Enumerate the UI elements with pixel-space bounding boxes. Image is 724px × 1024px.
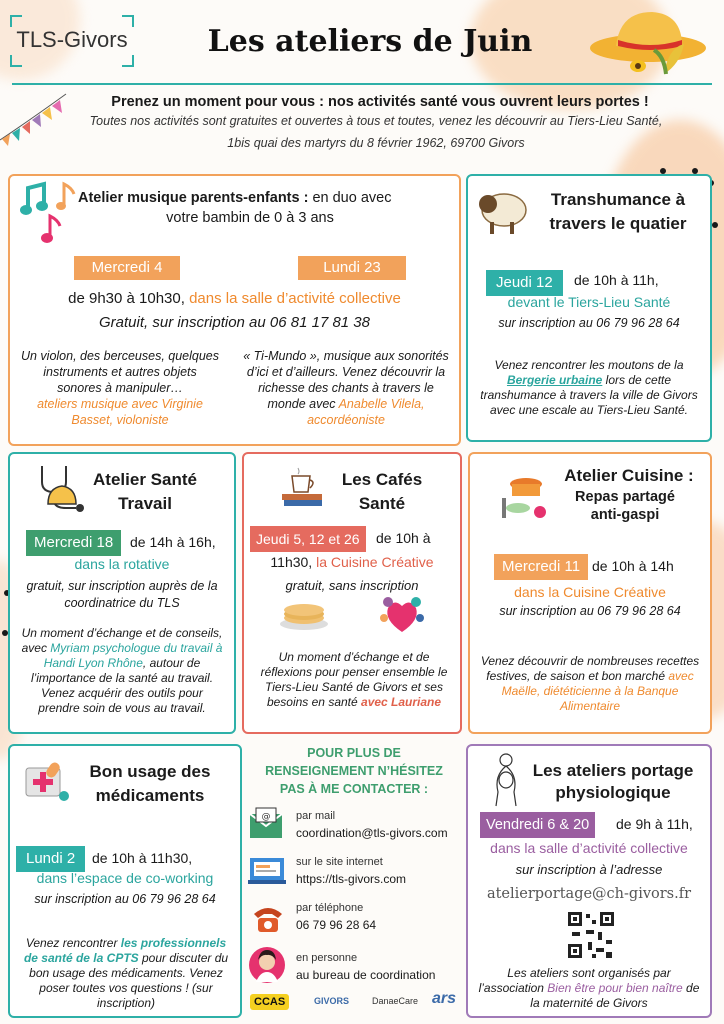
page-title: Les ateliers de Juin (207, 24, 533, 59)
music-notes-icon (18, 180, 78, 246)
contact-person: au bureau de coordination (296, 968, 436, 982)
medicaments-date: Lundi 2 (16, 846, 85, 872)
cuisine-time: de 10h à 14h (592, 558, 674, 574)
partner-logo-givors: GIVORS (314, 996, 350, 1006)
portage-desc: Les ateliers sont organisés par l’association Bien être pour bien naître de la maternité de Givors (478, 966, 700, 1010)
sante-travail-time: de 14h à 16h, (130, 534, 216, 550)
mail-icon (248, 806, 284, 840)
medicaments-desc: Venez rencontrer les professionnels de santé de la CPTS pour discuter du bon usage des médicaments. Venez poser toutes vos questions ! (sur inscription) (23, 936, 229, 1010)
health-heart-icon (380, 594, 424, 638)
musique-title-line2: votre bambin de 0 à 3 ans (166, 210, 334, 226)
transhumance-desc: Venez rencontrer les moutons de la Bergerie urbaine lors de cette transhumance à travers la ville de Givors avec une escale au Tiers-Lieu Santé. (480, 358, 698, 417)
musique-title: Atelier musique parents-enfants : en duo avec (78, 190, 392, 206)
sante-travail-desc: Un moment d’échange et de conseils, avec Myriam psychologue du travail à Handi Lyon Rhône, autour de l’importance de la santé au travail. Venez acquérir des outils pour prendre soin de vous au travail. (21, 626, 223, 715)
contact-tel-label: par téléphone (296, 902, 364, 914)
svg-text:@: @ (261, 812, 271, 822)
transhumance-place: devant le Tiers-Lieu Santé (507, 294, 671, 310)
transhumance-title: Transhumance à travers le quatier (549, 190, 687, 233)
sheep-icon (474, 184, 530, 238)
card-medicaments (8, 744, 242, 1018)
person-avatar-icon (248, 946, 286, 984)
transhumance-reg: sur inscription au 06 79 96 28 64 (498, 316, 680, 330)
contact-tel[interactable]: 06 79 96 28 64 (296, 918, 377, 932)
cuisine-desc: Venez découvrir de nombreuses recettes festives, de saison et bon marché avec Maëlle, diététicienne à la Banque Alimentaire (480, 654, 700, 713)
logo-text: TLS-Givors (16, 27, 128, 52)
website-icon (248, 856, 286, 886)
subline-2: 1bis quai des martyrs du 8 février 1962, 69700 Givors (227, 136, 525, 150)
medicaments-place: dans l’espace de co-working (36, 870, 214, 886)
cafes-date: Jeudi 5, 12 et 26 (250, 526, 366, 552)
medicaments-time: de 10h à 11h30, (92, 850, 193, 866)
musique-desc-2: « Ti-Mundo », musique aux sonorités d’ici et d’ailleurs. Venez découvrir la richesse des chants à travers le monde avec Anabelle Vilela, accordéoniste (243, 349, 449, 427)
card-cuisine (468, 452, 712, 734)
card-transhumance (466, 174, 712, 442)
portage-title: Les ateliers portage physiologique (532, 761, 694, 802)
cafes-reg: gratuit, sans inscription (285, 578, 419, 593)
subline-1: Toutes nos activités sont gratuites et ouvertes à tous et toutes, venez les découvrir au Tiers-Lieu Santé, (89, 114, 663, 128)
contact-mail-label: par mail (296, 810, 336, 822)
qr-code-icon[interactable] (566, 910, 616, 960)
cafes-time-a: de 10h à (376, 530, 431, 546)
musique-price: Gratuit, sur inscription au 06 81 17 81 38 (99, 314, 370, 331)
card-portage (466, 744, 712, 1018)
contact-web[interactable]: https://tls-givors.com (296, 872, 407, 886)
card-musique (8, 174, 461, 446)
logo (10, 15, 134, 67)
musique-time: de 9h30 à 10h30, dans la salle d’activité collective (68, 290, 401, 307)
portage-time: de 9h à 11h, (616, 816, 693, 832)
cuisine-title-2: Repas partagé anti-gaspi (575, 489, 675, 523)
sante-travail-date: Mercredi 18 (26, 530, 121, 556)
contact-mail[interactable]: coordination@tls-givors.com (296, 826, 448, 840)
phone-icon (250, 900, 286, 936)
contact-heading: POUR PLUS DE RENSEIGNEMENT N’HÉSITEZ PAS À ME CONTACTER : (265, 746, 443, 796)
coffee-books-icon (278, 466, 328, 508)
transhumance-date: Jeudi 12 (486, 270, 563, 296)
portage-reg: sur inscription à l’adresse (515, 862, 663, 877)
headline: Prenez un moment pour vous : nos activités santé vous ouvrent leurs portes ! (111, 94, 649, 110)
cuisine-title-1: Atelier Cuisine : (564, 466, 694, 485)
partner-logo-ccas: CCAS (250, 994, 289, 1010)
cooking-utensils-icon (498, 468, 556, 524)
pancakes-icon (278, 600, 330, 632)
contact-web-label: sur le site internet (296, 856, 383, 868)
cafes-title: Les Cafés Santé (341, 470, 423, 513)
cafes-time-line2: 11h30, la Cuisine Créative (270, 554, 434, 570)
musique-date-2: Lundi 23 (298, 256, 406, 280)
portage-email[interactable]: atelierportage@ch-givors.fr (486, 886, 692, 902)
partner-logo-ars: ars (432, 990, 457, 1007)
medicaments-reg: sur inscription au 06 79 96 28 64 (34, 892, 216, 906)
sante-travail-reg: gratuit, sur inscription auprès de la coordinatrice du TLS (26, 579, 218, 610)
sante-travail-place: dans la rotative (74, 556, 170, 572)
straw-hat-icon (586, 4, 716, 78)
cuisine-date: Mercredi 11 (494, 554, 588, 580)
sante-travail-title: Atelier Santé Travail (93, 470, 197, 513)
medicaments-title: Bon usage des médicaments (89, 762, 211, 805)
transhumance-time: de 10h à 11h, (574, 272, 659, 288)
cuisine-reg: sur inscription au 06 79 96 28 64 (499, 604, 681, 618)
cuisine-place: dans la Cuisine Créative (514, 584, 666, 600)
contact-person-label: en personne (296, 952, 358, 964)
musique-desc-1: Un violon, des berceuses, quelques instruments et autres objets sonores à manipuler… ateliers musique avec Virginie Basset, violoniste (20, 349, 220, 427)
portage-date: Vendredi 6 & 20 (480, 812, 595, 838)
card-sante-travail (8, 452, 236, 734)
portage-place: dans la salle d’activité collective (490, 840, 688, 856)
musique-date-1: Mercredi 4 (74, 256, 180, 280)
card-cafes-sante (242, 452, 462, 734)
partner-logo-danaecare: DanaeCare (372, 996, 419, 1006)
medicine-box-icon (18, 758, 72, 806)
cafes-desc: Un moment d’échange et de réflexions pour penser ensemble le Tiers-Lieu Santé de Givors et ses besoins en santé avec Lauriane (260, 650, 448, 709)
